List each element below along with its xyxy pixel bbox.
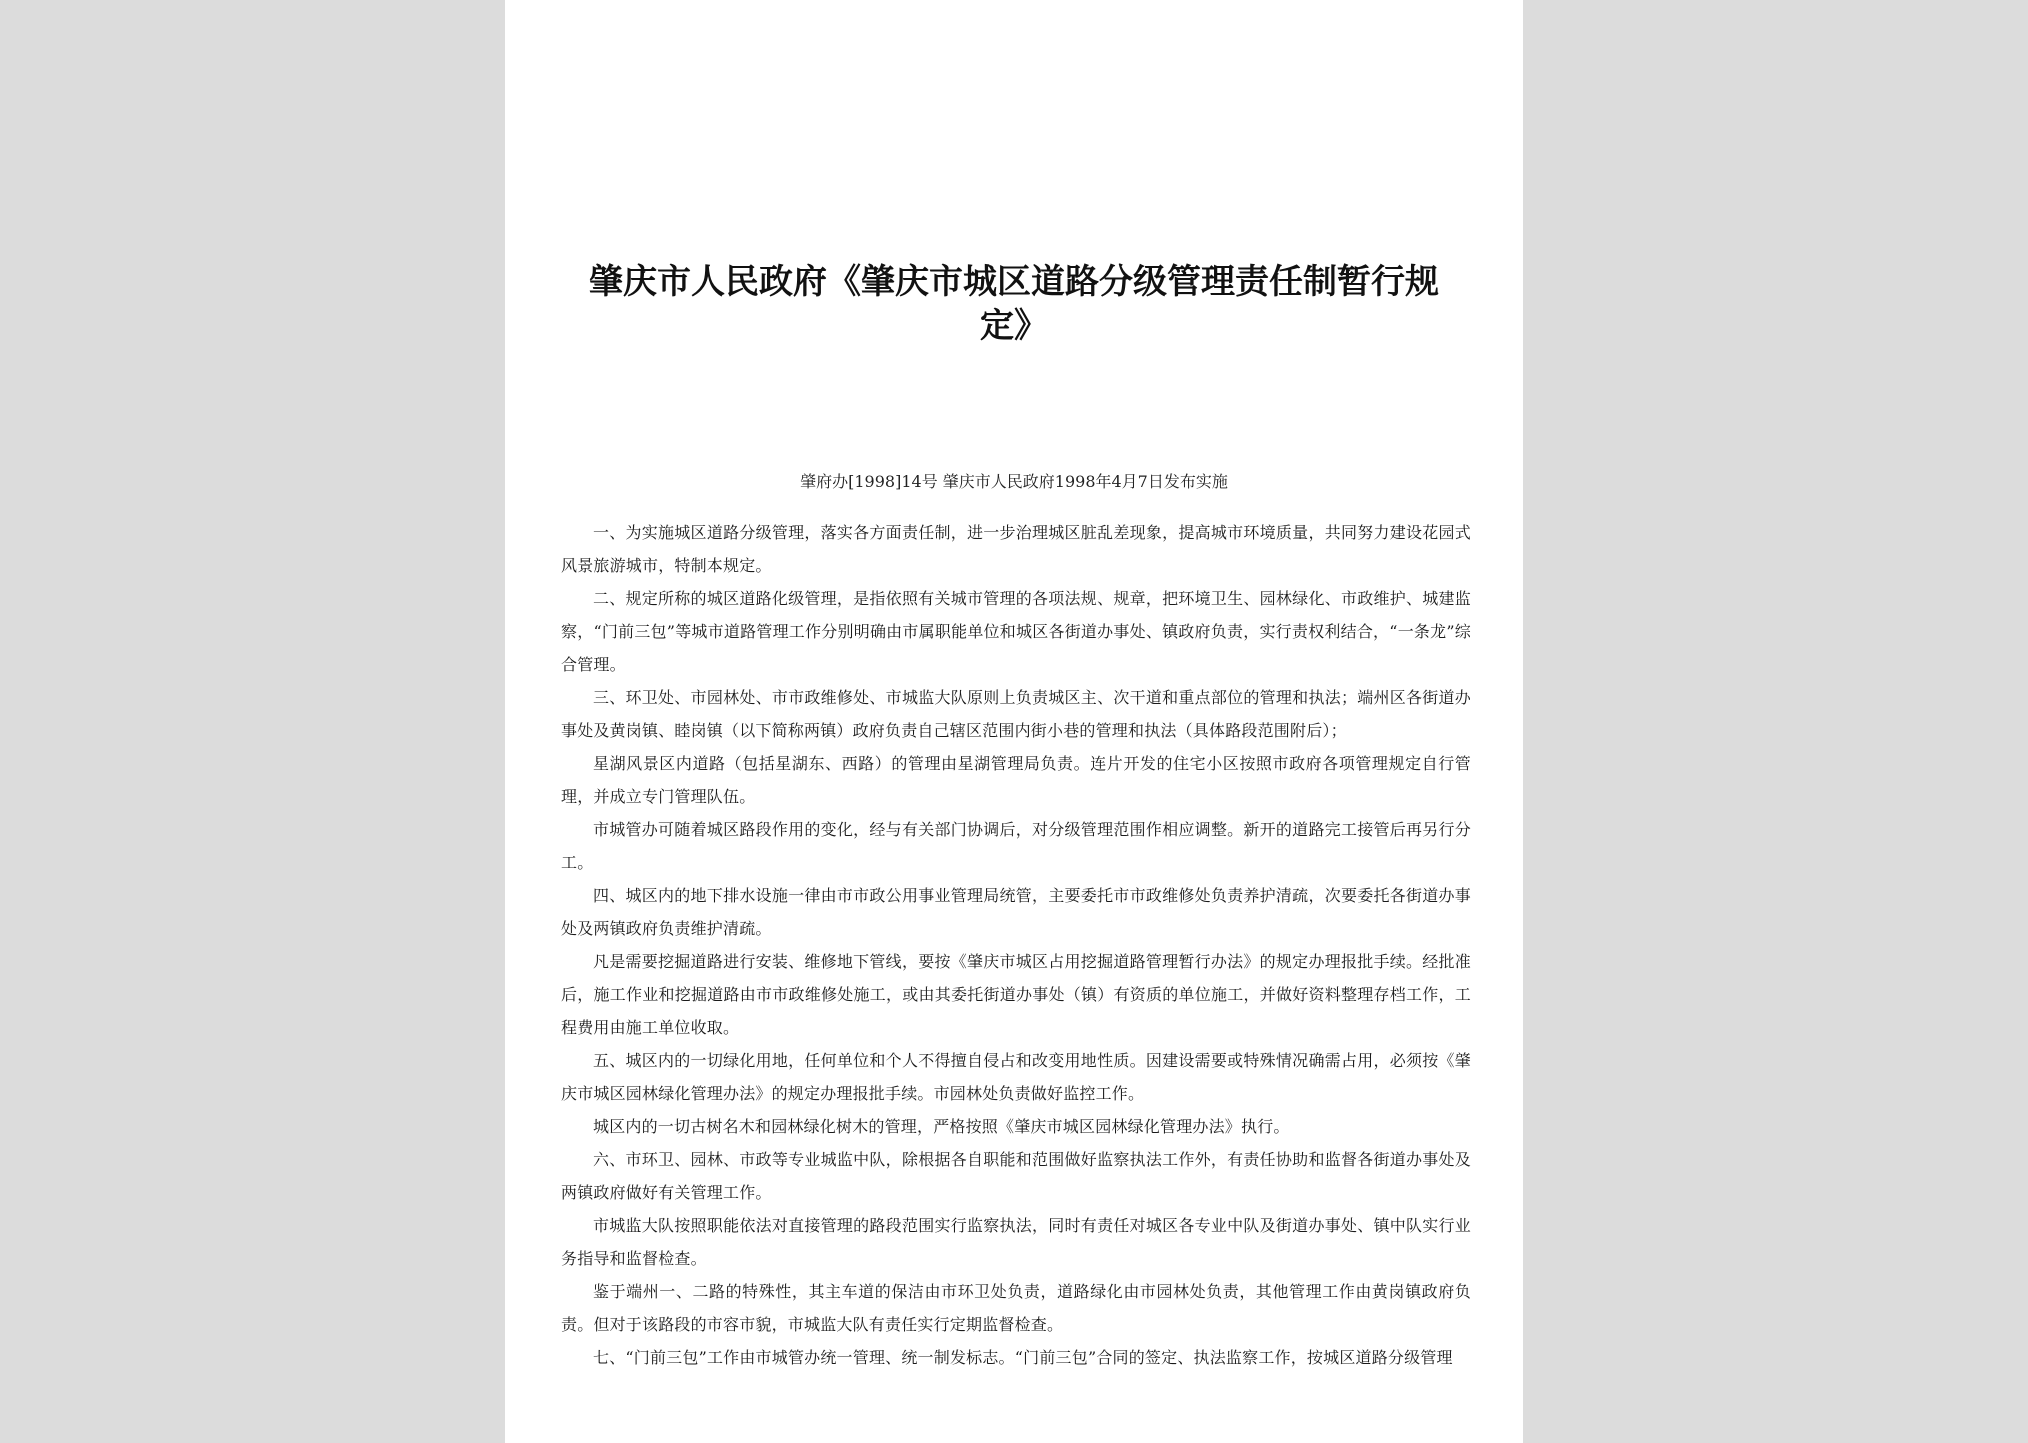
paragraph: 四、城区内的地下排水设施一律由市市政公用事业管理局统管，主要委托市市政维修处负责养护清疏，次要委托各街道办事处及两镇政府负责维护清疏。 xyxy=(561,886,1471,938)
paragraph: 鉴于端州一、二路的特殊性，其主车道的保洁由市环卫处负责，道路绿化由市园林处负责，其他管理工作由黄岗镇政府负责。但对于该路段的市容市貌，市城监大队有责任实行定期监督检查。 xyxy=(561,1282,1471,1334)
paragraph: 七、“门前三包”工作由市城管办统一管理、统一制发标志。“门前三包”合同的签定、执法监察工作，按城区道路分级管理 xyxy=(593,1348,1453,1367)
document-body xyxy=(561,516,1471,1374)
document-issuance-line: 肇府办[1998]14号 肇庆市人民政府1998年4月7日发布实施 xyxy=(800,472,1228,491)
paragraph: 市城管办可随着城区路段作用的变化，经与有关部门协调后，对分级管理范围作相应调整。新开的道路完工接管后再另行分工。 xyxy=(561,820,1471,872)
document-page xyxy=(505,0,1523,1443)
paragraph: 市城监大队按照职能依法对直接管理的路段范围实行监察执法，同时有责任对城区各专业中队及街道办事处、镇中队实行业务指导和监督检查。 xyxy=(561,1216,1471,1268)
paragraph: 星湖风景区内道路（包括星湖东、西路）的管理由星湖管理局负责。连片开发的住宅小区按照市政府各项管理规定自行管理，并成立专门管理队伍。 xyxy=(561,754,1471,806)
document-title: 肇庆市人民政府《肇庆市城区道路分级管理责任制暂行规定》 xyxy=(589,262,1439,346)
paragraph: 三、环卫处、市园林处、市市政维修处、市城监大队原则上负责城区主、次干道和重点部位的管理和执法；端州区各街道办事处及黄岗镇、睦岗镇（以下简称两镇）政府负责自己辖区范围内街小巷的管理和执法（具体路段范围附后）； xyxy=(561,688,1471,740)
paragraph: 二、规定所称的城区道路化级管理，是指依照有关城市管理的各项法规、规章，把环境卫生、园林绿化、市政维护、城建监察，“门前三包”等城市道路管理工作分别明确由市属职能单位和城区各街道办事处、镇政府负责，实行责权利结合，“一条龙”综合管理。 xyxy=(561,589,1471,674)
paragraph: 六、市环卫、园林、市政等专业城监中队，除根据各自职能和范围做好监察执法工作外，有责任协助和监督各街道办事处及两镇政府做好有关管理工作。 xyxy=(561,1150,1471,1202)
paragraph: 城区内的一切古树名木和园林绿化树木的管理，严格按照《肇庆市城区园林绿化管理办法》执行。 xyxy=(593,1117,1290,1136)
paragraph: 凡是需要挖掘道路进行安装、维修地下管线，要按《肇庆市城区占用挖掘道路管理暂行办法》的规定办理报批手续。经批准后，施工作业和挖掘道路由市市政维修处施工，或由其委托街道办事处（镇）有资质的单位施工，并做好资料整理存档工作，工程费用由施工单位收取。 xyxy=(561,952,1471,1037)
paragraph: 一、为实施城区道路分级管理，落实各方面责任制，进一步治理城区脏乱差现象，提高城市环境质量，共同努力建设花园式风景旅游城市，特制本规定。 xyxy=(561,523,1471,575)
paragraph: 五、城区内的一切绿化用地，任何单位和个人不得擅自侵占和改变用地性质。因建设需要或特殊情况确需占用，必须按《肇庆市城区园林绿化管理办法》的规定办理报批手续。市园林处负责做好监控工作。 xyxy=(561,1051,1471,1103)
